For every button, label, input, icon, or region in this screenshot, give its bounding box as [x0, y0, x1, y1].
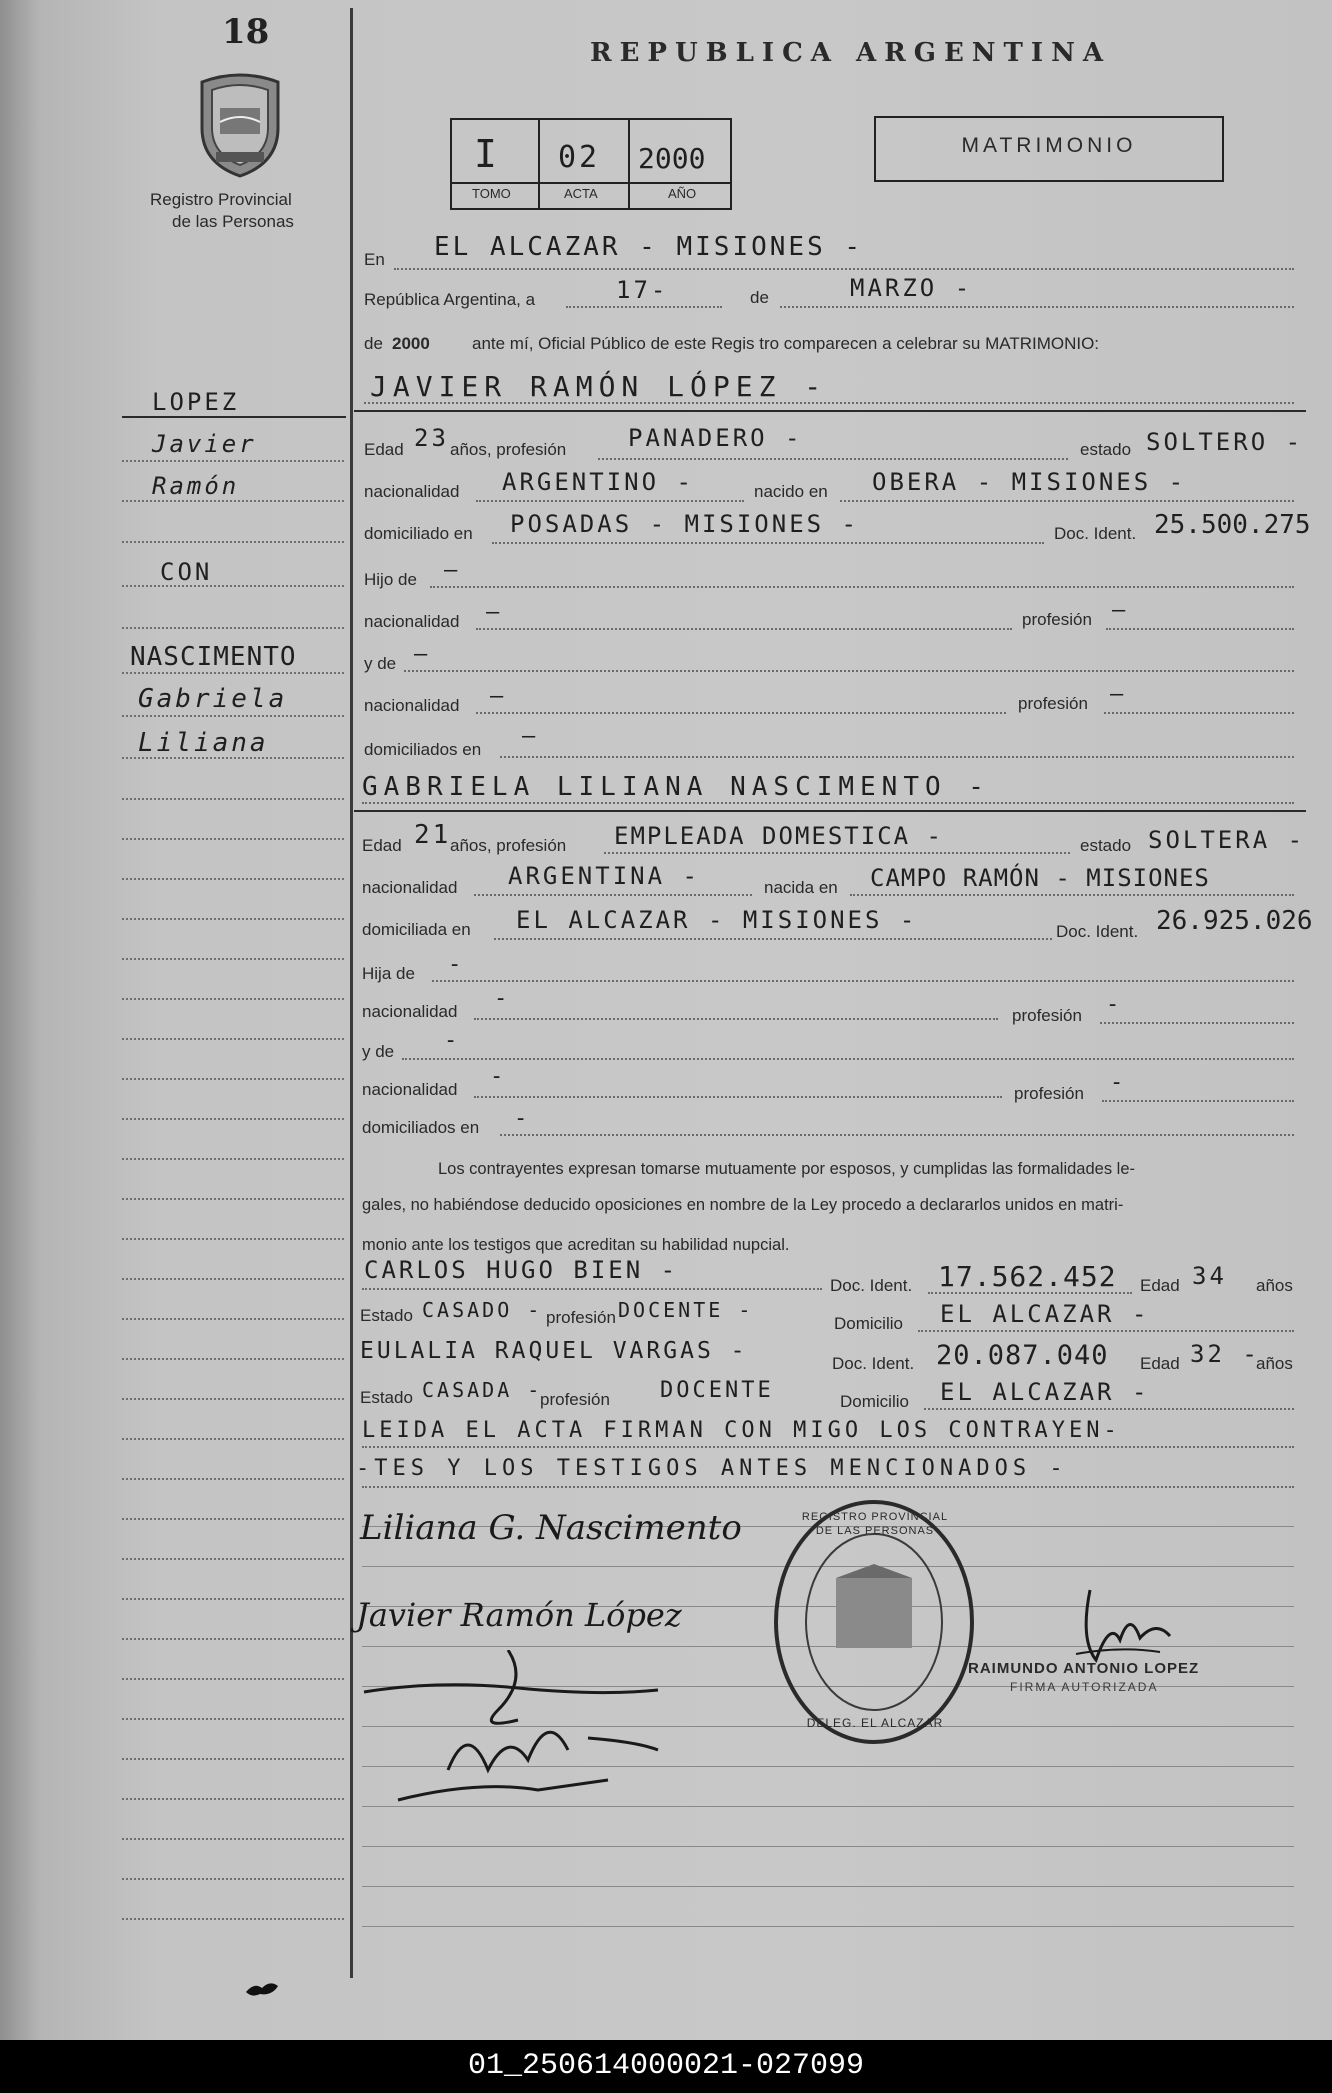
witness2-prof: DOCENTE — [660, 1378, 774, 1403]
groom-doms-label: domiciliados en — [364, 740, 482, 759]
bride-doms-label: domiciliados en — [362, 1118, 480, 1137]
bride-nac3: - — [490, 1064, 507, 1089]
witness2-doc-label: Doc. Ident. — [832, 1354, 915, 1373]
witness1-doc: 17.562.452 — [938, 1260, 1117, 1293]
bride-edad: 21 — [414, 820, 452, 850]
declaration-line3: monio ante los testigos que acreditan su habilidad nupcial. — [362, 1236, 790, 1254]
en-label: En — [364, 250, 385, 269]
witness2-doc: 20.087.040 — [936, 1340, 1109, 1371]
official-title-stamp: FIRMA AUTORIZADA — [1010, 1680, 1159, 1694]
witness2-estado-label: Estado — [360, 1388, 413, 1407]
witness1-edad-label: Edad — [1140, 1276, 1180, 1295]
witness2-estado: CASADA - — [422, 1378, 543, 1402]
bride-doc: 26.925.026 — [1156, 906, 1313, 936]
bride-anos-profesion: años, profesión — [450, 836, 567, 855]
groom-prof2-label: profesión — [1022, 610, 1092, 629]
column-divider — [350, 8, 353, 1978]
official-name-stamp: RAIMUNDO ANTONIO LOPEZ — [968, 1660, 1200, 1677]
bride-domicilio: EL ALCAZAR - MISIONES - — [516, 906, 918, 934]
bride-signature: Liliana G. Nascimento — [360, 1508, 742, 1548]
year-prefix: de — [364, 334, 383, 353]
ano-value: 2000 — [638, 142, 706, 175]
witness1-estado: CASADO - — [422, 1298, 543, 1322]
bride-estado-label: estado — [1080, 836, 1132, 855]
ano-label: AÑO — [668, 186, 697, 201]
groom-profesion: PANADERO - — [628, 424, 803, 452]
de-label: de — [750, 288, 769, 307]
bride-nacionalidad: ARGENTINA - — [508, 862, 700, 890]
bride-nac-label: nacionalidad — [362, 878, 458, 897]
page-number: 18 — [222, 12, 270, 52]
witness2-edad: 32 - — [1190, 1340, 1260, 1368]
ink-blot-icon — [244, 1978, 280, 1998]
groom-nacionalidad: ARGENTINO - — [502, 468, 694, 496]
margin-note-surname: LOPEZ — [152, 388, 240, 416]
witness1-dom-label: Domicilio — [834, 1314, 903, 1333]
groom-prof2: — — [1112, 598, 1129, 623]
witness1-prof-label: profesión — [546, 1308, 616, 1327]
bride-hija-label: Hija de — [362, 964, 415, 983]
month-value: MARZO - — [850, 274, 973, 302]
groom-nac2-label: nacionalidad — [364, 612, 460, 631]
declaration-line1: Los contrayentes expresan tomarse mutuamente por esposos, y cumplidas las formalidades le- — [438, 1160, 1136, 1178]
bride-full-name: GABRIELA LILIANA NASCIMENTO - — [362, 772, 990, 802]
witness2-name: EULALIA RAQUEL VARGAS - — [360, 1338, 748, 1364]
acta-label: ACTA — [564, 186, 598, 201]
record-type-label: MATRIMONIO — [961, 134, 1137, 157]
groom-doc: 25.500.275 — [1154, 510, 1311, 540]
statement-text: ante mí, Oficial Público de este Regis tro comparecen a celebrar su MATRIMONIO: — [472, 334, 1100, 353]
witness1-dom: EL ALCAZAR - — [940, 1300, 1150, 1328]
record-type-box — [874, 116, 1224, 182]
declaration-line2: gales, no habiéndose deducido oposiciones en nombre de la Ley procedo a declararlos unidos en matri- — [362, 1196, 1124, 1214]
groom-estado: SOLTERO - — [1146, 428, 1304, 456]
country-title: REPUBLICA ARGENTINA — [590, 38, 1112, 68]
groom-hijo: — — [444, 558, 461, 583]
groom-nac3: — — [490, 684, 507, 709]
bride-nac2: - — [494, 986, 511, 1011]
witness1-estado-label: Estado — [360, 1306, 413, 1325]
witness1-doc-label: Doc. Ident. — [830, 1276, 913, 1295]
groom-nac2: — — [486, 600, 503, 625]
closing-line2: -TES Y LOS TESTIGOS ANTES MENCIONADOS - — [356, 1456, 1068, 1481]
groom-anos-profesion: años, profesión — [450, 440, 567, 459]
bride-yde-label: y de — [362, 1042, 395, 1061]
registry-title-line1: Registro Provincial — [150, 190, 292, 209]
bride-nacida-label: nacida en — [764, 878, 838, 897]
republica-label: República Argentina, a — [364, 290, 536, 309]
bride-prof2: - — [1106, 992, 1123, 1017]
registry-title-line2: de las Personas — [172, 212, 294, 231]
groom-doms: — — [522, 724, 539, 749]
margin-note-name4: Liliana — [138, 728, 269, 758]
margin-note-con: CON — [160, 558, 213, 586]
groom-edad: 23 — [414, 424, 449, 452]
witness2-dom-label: Domicilio — [840, 1392, 909, 1411]
witness-signatures-scribble — [358, 1650, 678, 1810]
groom-yde-label: y de — [364, 654, 397, 673]
bride-estado: SOLTERA - — [1148, 826, 1306, 854]
groom-full-name: JAVIER RAMÓN LÓPEZ - — [370, 370, 828, 403]
groom-prof3-label: profesión — [1018, 694, 1088, 713]
witness2-edad-label: Edad — [1140, 1354, 1180, 1373]
bride-nac3-label: nacionalidad — [362, 1080, 458, 1099]
groom-yde: — — [414, 642, 431, 667]
bride-prof3: - — [1110, 1070, 1127, 1095]
witness1-name: CARLOS HUGO BIEN - — [364, 1256, 679, 1284]
groom-nacido: OBERA - MISIONES - — [872, 468, 1187, 496]
witness2-dom: EL ALCAZAR - — [940, 1378, 1150, 1406]
place-value: EL ALCAZAR - MISIONES - — [434, 232, 864, 262]
tomo-value: I — [474, 132, 500, 176]
coat-of-arms-icon — [196, 68, 284, 178]
groom-nacido-label: nacido en — [754, 482, 828, 501]
bride-profesion: EMPLEADA DOMESTICA - — [614, 822, 943, 850]
bride-yde: - — [444, 1028, 461, 1053]
witness1-prof: DOCENTE - — [618, 1298, 754, 1322]
bride-nac2-label: nacionalidad — [362, 1002, 458, 1021]
tomo-acta-ano-box — [450, 118, 732, 210]
groom-estado-label: estado — [1080, 440, 1132, 459]
groom-edad-label: Edad — [364, 440, 404, 459]
bride-doms: - — [514, 1106, 531, 1131]
witness1-anos: años — [1256, 1276, 1293, 1295]
day-value: 17- — [616, 276, 669, 304]
bride-hija: - — [448, 952, 465, 977]
groom-domicilio: POSADAS - MISIONES - — [510, 510, 859, 538]
seal-ring-text: REGISTRO PROVINCIAL DE LAS PERSONAS — [801, 1511, 949, 1537]
bride-edad-label: Edad — [362, 836, 402, 855]
acta-value: 02 — [558, 140, 601, 175]
margin-note-name1: Javier — [152, 430, 257, 458]
bride-doc-label: Doc. Ident. — [1056, 922, 1139, 941]
year-value: 2000 — [392, 334, 430, 353]
groom-prof3: — — [1110, 682, 1127, 707]
tomo-label: TOMO — [472, 186, 511, 201]
margin-note-name2: Ramón — [152, 472, 240, 500]
margin-note-name3: Gabriela — [138, 684, 288, 714]
witness2-prof-label: profesión — [540, 1390, 610, 1409]
groom-nac3-label: nacionalidad — [364, 696, 460, 715]
bride-nacida: CAMPO RAMÓN - MISIONES — [870, 864, 1210, 892]
groom-dom-label: domiciliado en — [364, 524, 473, 543]
bride-dom-label: domiciliada en — [362, 920, 471, 939]
witness1-edad: 34 — [1192, 1262, 1227, 1290]
groom-signature: Javier Ramón López — [356, 1596, 682, 1634]
closing-line1: LEIDA EL ACTA FIRMAN CON MIGO LOS CONTRAYEN- — [362, 1418, 1121, 1443]
seal-bottom-text: DELEG. EL ALCAZAR — [806, 1716, 944, 1730]
witness2-anos: años — [1256, 1354, 1293, 1373]
groom-hijo-label: Hijo de — [364, 570, 417, 589]
bride-prof2-label: profesión — [1012, 1006, 1082, 1025]
bride-prof3-label: profesión — [1014, 1084, 1084, 1103]
groom-doc-label: Doc. Ident. — [1054, 524, 1137, 543]
margin-note-surname2: NASCIMENTO — [130, 642, 297, 672]
groom-nac-label: nacionalidad — [364, 482, 460, 501]
image-id-footer: 01_250614000021-027099 — [0, 2040, 1332, 2093]
